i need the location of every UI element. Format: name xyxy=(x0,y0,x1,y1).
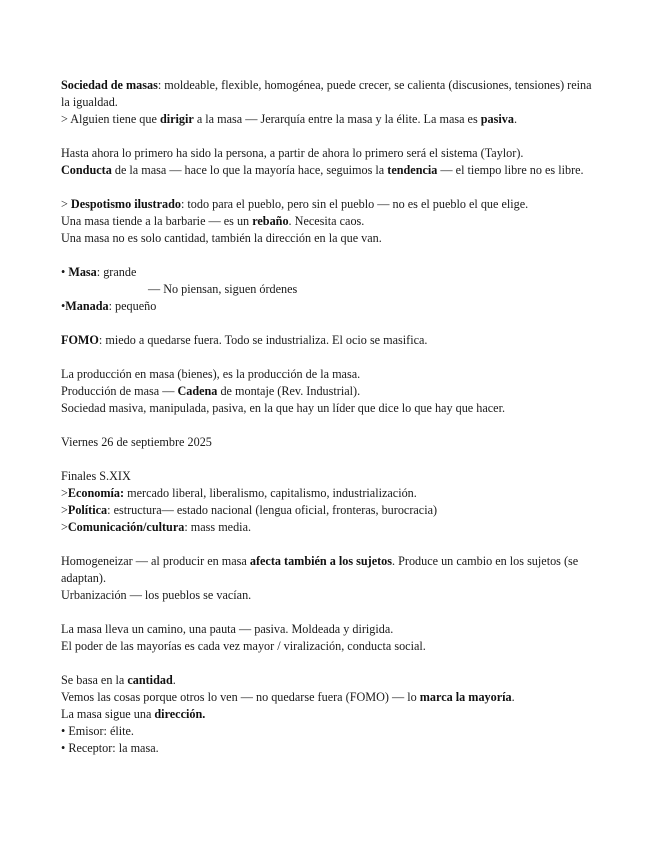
bold-term: marca la mayoría xyxy=(419,690,512,704)
text: a la masa — Jerarquía entre la masa y la élite. La masa es xyxy=(193,112,481,126)
text: : pequeño xyxy=(108,299,157,313)
text: de montaje (Rev. Industrial). xyxy=(217,384,361,398)
paragraph-homogeneizar xyxy=(61,553,596,587)
line-camino-pauta: La masa lleva un camino, una pauta — pasiva. Moldeada y dirigida. xyxy=(61,622,394,636)
list-item-masa xyxy=(61,264,136,281)
line-se-basa xyxy=(61,672,176,689)
text: . Necesita caos. xyxy=(288,214,365,228)
bold-term: dirigir xyxy=(159,112,194,126)
line-dirigir xyxy=(61,111,517,128)
bold-term: FOMO xyxy=(61,333,99,347)
bold-term: Economía: xyxy=(67,486,125,500)
bold-term: Manada xyxy=(65,299,109,313)
bold-term: tendencia xyxy=(387,163,438,177)
text: — el tiempo libre no es libre. xyxy=(437,163,584,177)
text: > xyxy=(61,486,68,500)
text: . xyxy=(172,673,176,687)
text: : todo para el pueblo, pero sin el pueblo — no es el pueblo el que elige. xyxy=(180,197,529,211)
list-item-receptor: • Receptor: la masa. xyxy=(61,741,159,755)
line-no-piensan: — No piensan, siguen órdenes xyxy=(148,282,298,296)
bold-term: Sociedad de masas xyxy=(61,78,158,92)
text: : mass media. xyxy=(184,520,252,534)
line-produccion-en-masa: La producción en masa (bienes), es la producción de la masa. xyxy=(61,367,361,381)
line-sociedad-masiva: Sociedad masiva, manipulada, pasiva, en la que hay un líder que dice lo que hay que hacer. xyxy=(61,401,506,415)
line-despotismo xyxy=(61,196,528,213)
bold-term: Conducta xyxy=(61,163,112,177)
date-line: Viernes 26 de septiembre 2025 xyxy=(61,435,212,449)
bold-term: Despotismo ilustrado xyxy=(70,197,181,211)
text: La masa sigue una xyxy=(61,707,155,721)
bold-term: Masa xyxy=(68,265,97,279)
line-rebano xyxy=(61,213,364,230)
text: > xyxy=(61,503,68,517)
list-item-emisor: • Emisor: élite. xyxy=(61,724,134,738)
text: mercado liberal, liberalismo, capitalismo, industrialización. xyxy=(124,486,417,500)
bold-term: pasiva xyxy=(480,112,514,126)
line-economia xyxy=(61,485,417,502)
bold-term: afecta también a los sujetos xyxy=(249,554,393,568)
line-sistema: Hasta ahora lo primero ha sido la persona, a partir de ahora lo primero será el sistema (Taylor). xyxy=(61,146,524,160)
line-direccion xyxy=(61,706,205,723)
line-comunicacion xyxy=(61,519,251,536)
line-finales-xix: Finales S.XIX xyxy=(61,469,131,483)
bold-term: dirección. xyxy=(154,707,206,721)
line-vemos-las-cosas xyxy=(61,689,515,706)
line-cantidad-direccion: Una masa no es solo cantidad, también la dirección en la que van. xyxy=(61,231,382,245)
text: • xyxy=(61,299,66,313)
text: Vemos las cosas porque otros lo ven — no quedarse fuera (FOMO) — lo xyxy=(61,690,420,704)
text: . xyxy=(513,112,518,126)
line-urbanizacion: Urbanización — los pueblos se vacían. xyxy=(61,588,252,602)
paragraph-sociedad-de-masas xyxy=(61,77,596,111)
text: > xyxy=(61,520,68,534)
text: Producción de masa — xyxy=(61,384,178,398)
line-poder-mayorias: El poder de las mayorías es cada vez mayor / viralización, conducta social. xyxy=(61,639,426,653)
bold-term: Comunicación/cultura xyxy=(67,520,185,534)
text: : miedo a quedarse fuera. Todo se industrializa. El ocio se masifica. xyxy=(98,333,428,347)
text: de la masa — hace lo que la mayoría hace, seguimos la xyxy=(111,163,388,177)
list-item-manada xyxy=(61,298,156,315)
text: > Alguien tiene que xyxy=(61,112,160,126)
text: . xyxy=(511,690,515,704)
text: Homogeneizar — al producir en masa xyxy=(61,554,250,568)
bold-term: rebaño xyxy=(252,214,289,228)
text: : moldeable, flexible, homogénea, puede crecer, se calienta (discusiones, tensiones) reina la igualdad. xyxy=(61,78,592,109)
text: > xyxy=(61,197,71,211)
text: Se basa en la xyxy=(61,673,128,687)
text: . Produce un cambio en los sujetos (se adaptan). xyxy=(61,554,579,585)
bold-term: Cadena xyxy=(177,384,218,398)
bold-term: Política xyxy=(67,503,108,517)
line-fomo xyxy=(61,332,427,349)
text: : grande xyxy=(96,265,137,279)
text: • xyxy=(61,265,69,279)
text: : estructura— estado nacional (lengua oficial, fronteras, burocracia) xyxy=(107,503,438,517)
text: Una masa tiende a la barbarie — es un xyxy=(61,214,253,228)
bold-term: cantidad xyxy=(127,673,173,687)
line-politica xyxy=(61,502,437,519)
paragraph-conducta xyxy=(61,162,596,179)
line-cadena xyxy=(61,383,360,400)
